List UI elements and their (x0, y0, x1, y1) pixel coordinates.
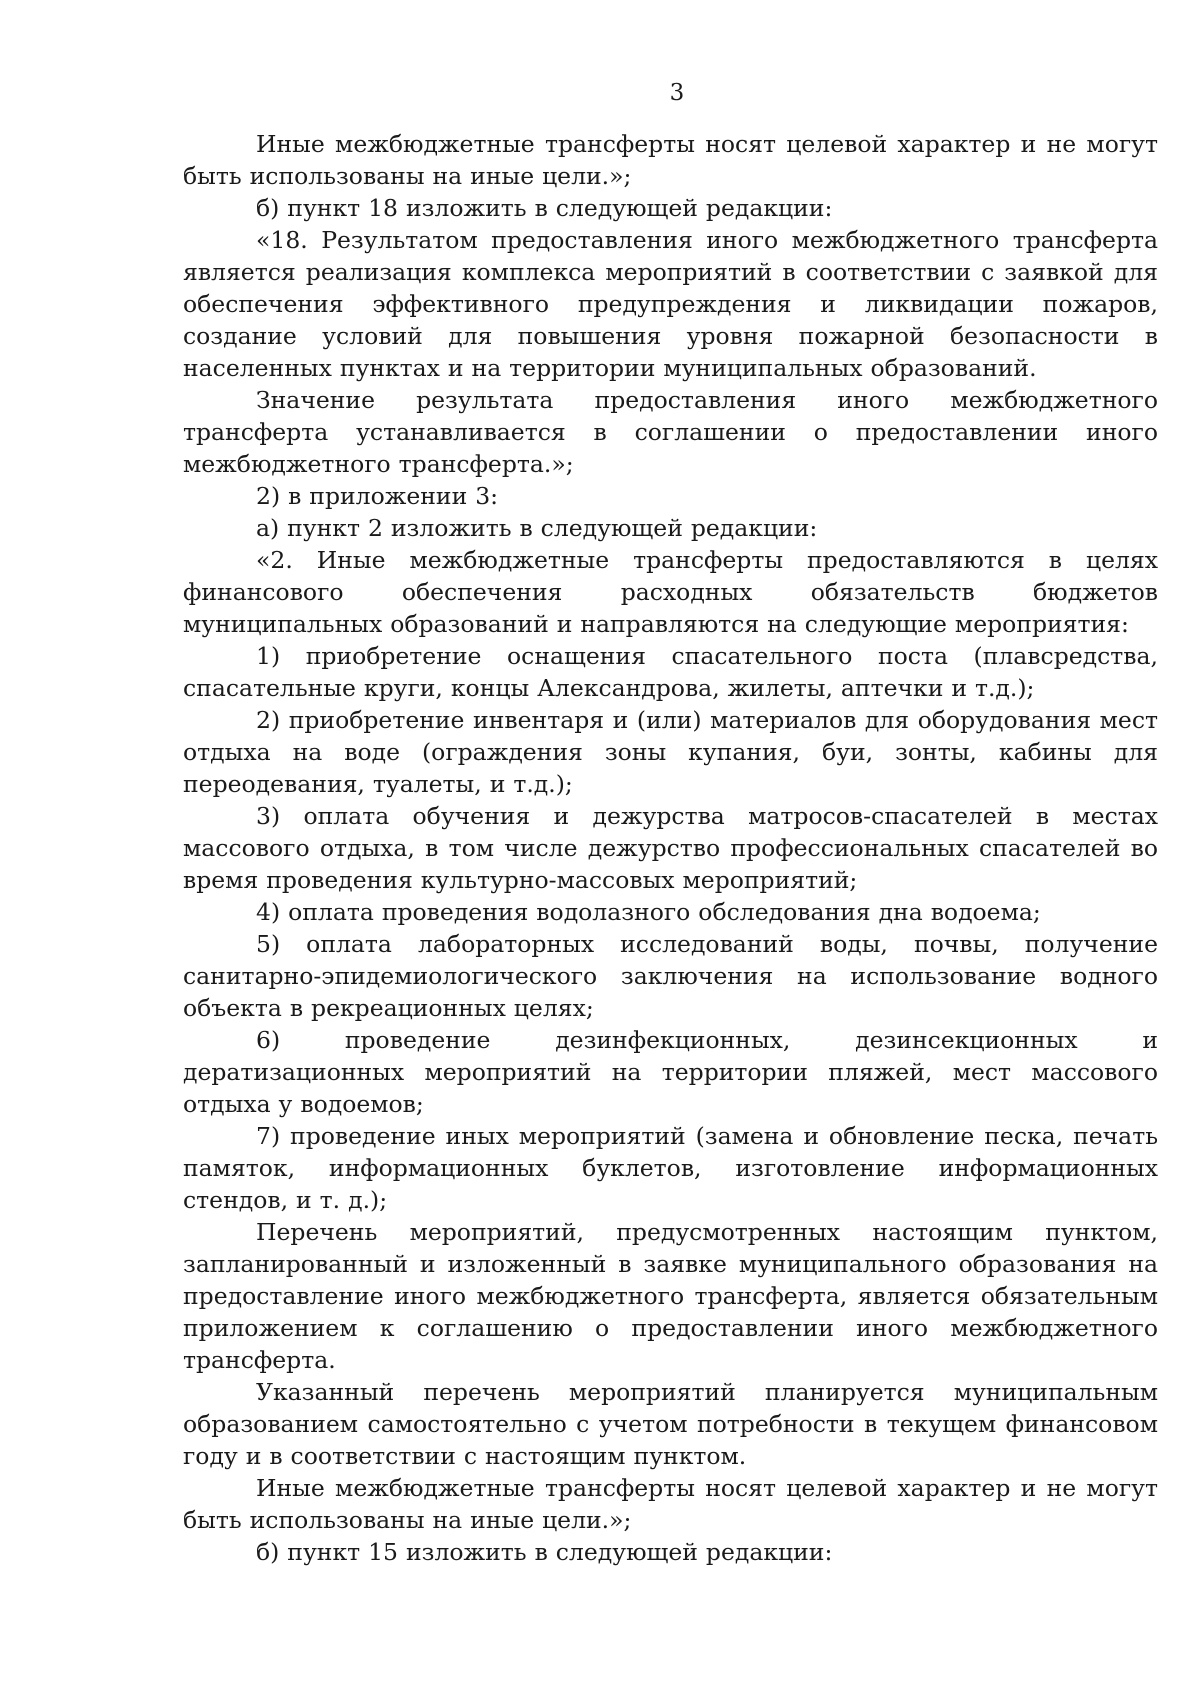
paragraph-list-planning: Указанный перечень мероприятий планируется муниципальным образованием самостоятельно с учетом потребности в текущем финансовом году и в соответствии с настоящим пунктом. (183, 1378, 1158, 1470)
paragraph-transfers-purpose-2: Иные межбюджетные трансферты носят целевой характер и не могут быть использованы на иные цели.»; (183, 1474, 1158, 1534)
paragraph-result-value: Значение результата предоставления иного межбюджетного трансферта устанавливается в соглашении о предоставлении иного межбюджетного трансферта.»; (183, 386, 1158, 478)
page-number: 3 (669, 80, 685, 106)
list-item-4: 4) оплата проведения водолазного обследования дна водоема; (256, 898, 1041, 926)
list-item-5: 5) оплата лабораторных исследований воды, почвы, получение санитарно-эпидемиологического заключения на использование водного объекта в рекреационных целях; (183, 930, 1158, 1022)
paragraph-activities-list: Перечень мероприятий, предусмотренных настоящим пунктом, запланированный и изложенный в заявке муниципального образования на предоставление иного межбюджетного трансферта, является обязательным приложением к соглашению о предоставлении иного межбюджетного трансферта. (183, 1218, 1158, 1374)
paragraph-item-2-text: «2. Иные межбюджетные трансферты предоставляются в целях финансового обеспечения расходных обязательств бюджетов муниципальных образований и направляются на следующие мероприятия: (183, 546, 1158, 638)
paragraph-appendix-3: 2) в приложении 3: (256, 482, 499, 510)
paragraph-item-2-heading: а) пункт 2 изложить в следующей редакции: (256, 514, 818, 542)
paragraph-transfers-purpose-1: Иные межбюджетные трансферты носят целевой характер и не могут быть использованы на иные цели.»; (183, 130, 1158, 190)
list-item-6: 6) проведение дезинфекционных, дезинсекционных и дератизационных мероприятий на территории пляжей, мест массового отдыха у водоемов; (183, 1026, 1158, 1118)
list-item-7: 7) проведение иных мероприятий (замена и обновление песка, печать памяток, информационных буклетов, изготовление информационных стендов, и т. д.); (183, 1122, 1158, 1214)
list-item-3: 3) оплата обучения и дежурства матросов-спасателей в местах массового отдыха, в том числе дежурство профессиональных спасателей во время проведения культурно-массовых мероприятий; (183, 802, 1158, 894)
paragraph-item-18-heading: б) пункт 18 изложить в следующей редакции: (256, 194, 833, 222)
list-item-1: 1) приобретение оснащения спасательного поста (плавсредства, спасательные круги, концы Александрова, жилеты, аптечки и т.д.); (183, 642, 1158, 702)
paragraph-item-15-heading: б) пункт 15 изложить в следующей редакции: (256, 1538, 833, 1566)
paragraph-item-18-text: «18. Результатом предоставления иного межбюджетного трансферта является реализация комплекса мероприятий в соответствии с заявкой для обеспечения эффективного предупреждения и ликвидации пожаров, создание условий для повышения уровня пожарной безопасности в населенных пунктах и на территории муниципальных образований. (183, 226, 1158, 382)
list-item-2: 2) приобретение инвентаря и (или) материалов для оборудования мест отдыха на воде (ограждения зоны купания, буи, зонты, кабины для переодевания, туалеты, и т.д.); (183, 706, 1158, 798)
document-body (183, 128, 1158, 1568)
